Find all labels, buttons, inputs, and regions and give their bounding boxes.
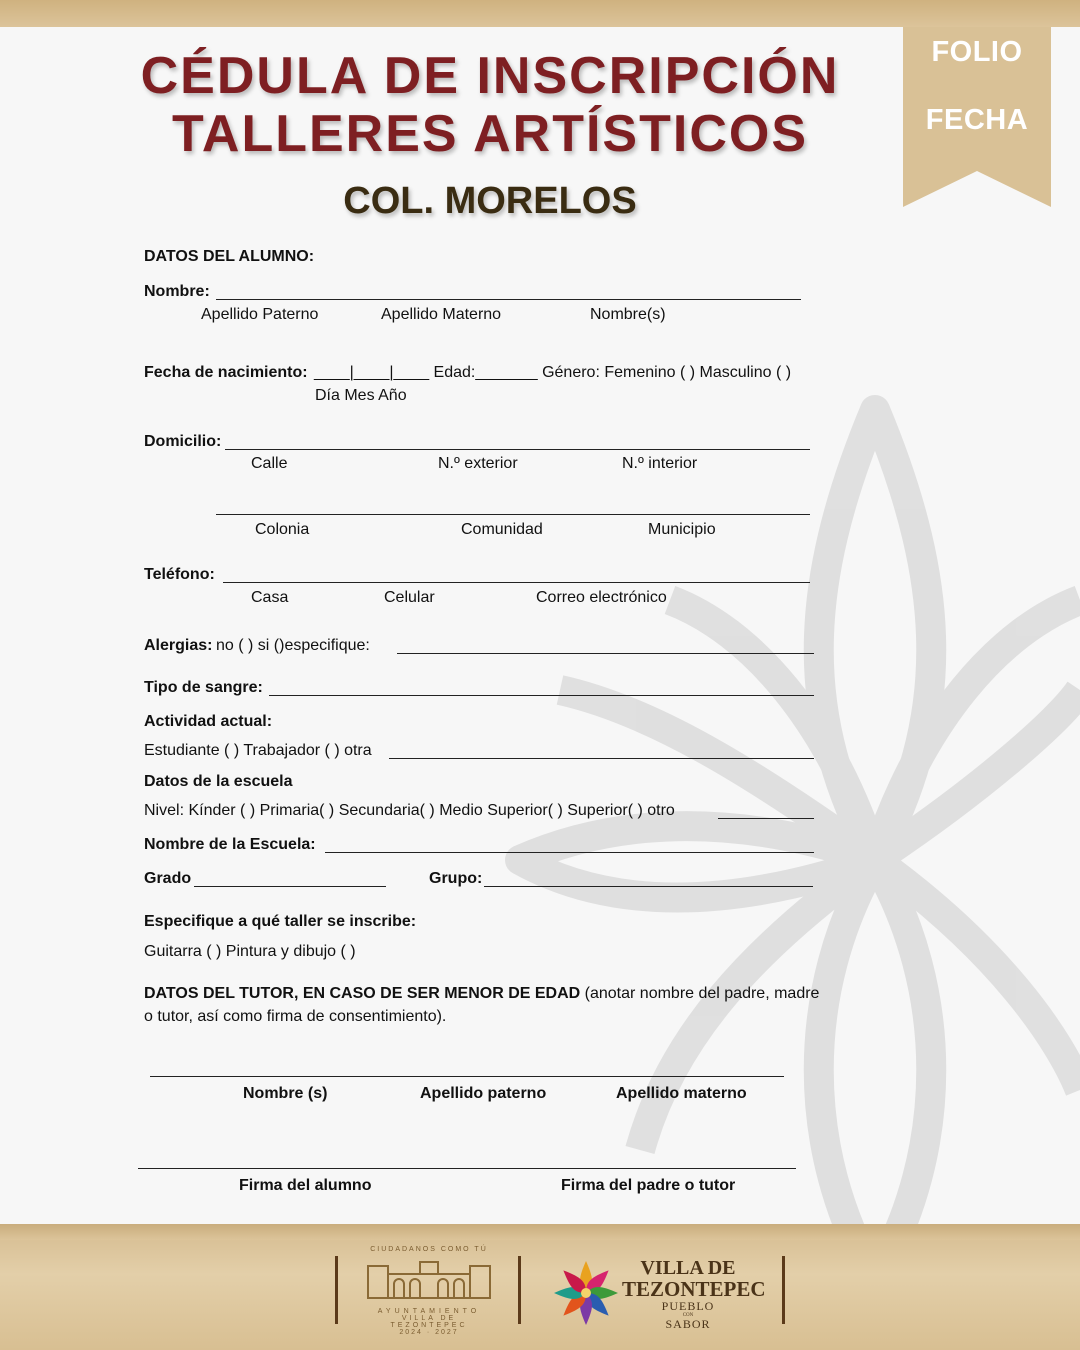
actividad-otra-field[interactable]	[389, 758, 814, 759]
domicilio-label: Domicilio:	[144, 433, 222, 450]
tutor-heading-bold: DATOS DEL TUTOR, EN CASO DE SER MENOR DE EDAD	[144, 985, 581, 1002]
tutor-sub-materno: Apellido materno	[616, 1085, 747, 1102]
actividad-label: Actividad actual:	[144, 713, 273, 730]
firma-tutor-label: Firma del padre o tutor	[561, 1177, 736, 1194]
fecha-nacimiento-fields[interactable]: ____|____|____ Edad:_______ Género: Femenino ( ) Masculino ( )	[314, 364, 792, 381]
domicilio-sub-exterior: N.º exterior	[438, 455, 518, 472]
escuela-section: Datos de la escuela	[144, 773, 293, 790]
logo2-line3: PUEBLO	[661, 1299, 715, 1313]
telefono-sub-celular: Celular	[384, 589, 435, 606]
footer-divider	[518, 1256, 521, 1324]
escuela-field[interactable]	[325, 852, 814, 853]
taller-options[interactable]: Guitarra ( ) Pintura y dibujo ( )	[144, 943, 356, 960]
fecha-label: FECHA	[925, 104, 1029, 136]
telefono-label: Teléfono:	[144, 566, 215, 583]
villa-tezontepec-logo	[622, 1257, 766, 1331]
domicilio-sub-colonia: Colonia	[255, 521, 310, 538]
tutor-heading	[144, 985, 819, 1003]
building-icon	[362, 1256, 496, 1300]
flower-logo-icon	[551, 1258, 621, 1328]
fecha-sub: Día Mes Año	[315, 387, 407, 404]
grado-field[interactable]	[194, 886, 386, 887]
logo1-mid-text: AYUNTAMIENTO	[377, 1308, 481, 1315]
domicilio-sub-calle: Calle	[251, 455, 288, 472]
page-title-line1: CÉDULA DE INSCRIPCIÓN	[140, 47, 840, 105]
taller-label: Especifique a qué taller se inscribe:	[144, 913, 417, 930]
footer-divider	[335, 1256, 338, 1324]
sangre-field[interactable]	[269, 695, 814, 696]
tutor-heading-rest: (anotar nombre del padre, madre	[580, 985, 820, 1002]
telefono-field[interactable]	[223, 582, 810, 583]
tutor-name-field[interactable]	[150, 1076, 784, 1077]
nombre-label: Nombre:	[144, 283, 210, 300]
firma-field[interactable]	[138, 1168, 796, 1169]
nombre-field[interactable]	[216, 299, 801, 300]
logo1-sub-text: VILLA DE TEZONTEPEC	[390, 1315, 468, 1329]
ayuntamiento-logo	[362, 1246, 496, 1338]
actividad-options[interactable]: Estudiante ( ) Trabajador ( ) otra	[144, 742, 372, 759]
alergias-label: Alergias:	[144, 637, 213, 654]
escuela-label: Nombre de la Escuela:	[144, 836, 316, 853]
logo1-years: 2024 · 2027	[399, 1329, 459, 1336]
page-title-line2: TALLERES ARTÍSTICOS	[172, 105, 808, 163]
footer-band	[0, 1224, 1080, 1350]
nombre-sub-paterno: Apellido Paterno	[201, 306, 319, 323]
domicilio-sub-municipio: Municipio	[648, 521, 716, 538]
logo2-line2: TEZONTEPEC	[622, 1277, 766, 1301]
top-band	[0, 0, 1080, 27]
grado-label: Grado	[144, 870, 192, 887]
alergias-field[interactable]	[397, 653, 814, 654]
telefono-sub-correo: Correo electrónico	[536, 589, 667, 606]
domicilio-field[interactable]	[225, 449, 810, 450]
logo1-top-text: CIUDADANOS COMO TÚ	[370, 1246, 488, 1253]
logo2-con: CON	[682, 1313, 694, 1318]
nombre-sub-materno: Apellido Materno	[381, 306, 502, 323]
page-subtitle: COL. MORELOS	[343, 180, 637, 222]
domicilio-sub-interior: N.º interior	[622, 455, 698, 472]
firma-alumno-label: Firma del alumno	[239, 1177, 372, 1194]
grupo-field[interactable]	[484, 886, 813, 887]
nombre-sub-nombres: Nombre(s)	[590, 306, 666, 323]
nivel-otro-field[interactable]	[718, 818, 814, 819]
logo2-line1: VILLA DE	[640, 1257, 736, 1279]
tutor-heading-line2: o tutor, así como firma de consentimiento).	[144, 1008, 447, 1025]
telefono-sub-casa: Casa	[251, 589, 289, 606]
domicilio-field-2[interactable]	[216, 514, 810, 515]
fecha-nacimiento-label: Fecha de nacimiento:	[144, 364, 308, 381]
nivel-options[interactable]: Nivel: Kínder ( ) Primaria( ) Secundaria( ) Medio Superior( ) Superior( ) otro	[144, 802, 675, 819]
footer-divider	[782, 1256, 785, 1324]
grupo-label: Grupo:	[429, 870, 483, 887]
domicilio-sub-comunidad: Comunidad	[461, 521, 543, 538]
section-student: DATOS DEL ALUMNO:	[144, 248, 315, 265]
flower-watermark-icon	[500, 390, 1080, 1290]
alergias-options[interactable]: no ( ) si ()especifique:	[216, 637, 370, 654]
logo2-line4: SABOR	[665, 1317, 711, 1331]
folio-label: FOLIO	[931, 36, 1023, 68]
sangre-label: Tipo de sangre:	[144, 679, 263, 696]
tutor-sub-paterno: Apellido paterno	[420, 1085, 547, 1102]
tutor-sub-nombre: Nombre (s)	[243, 1085, 328, 1102]
